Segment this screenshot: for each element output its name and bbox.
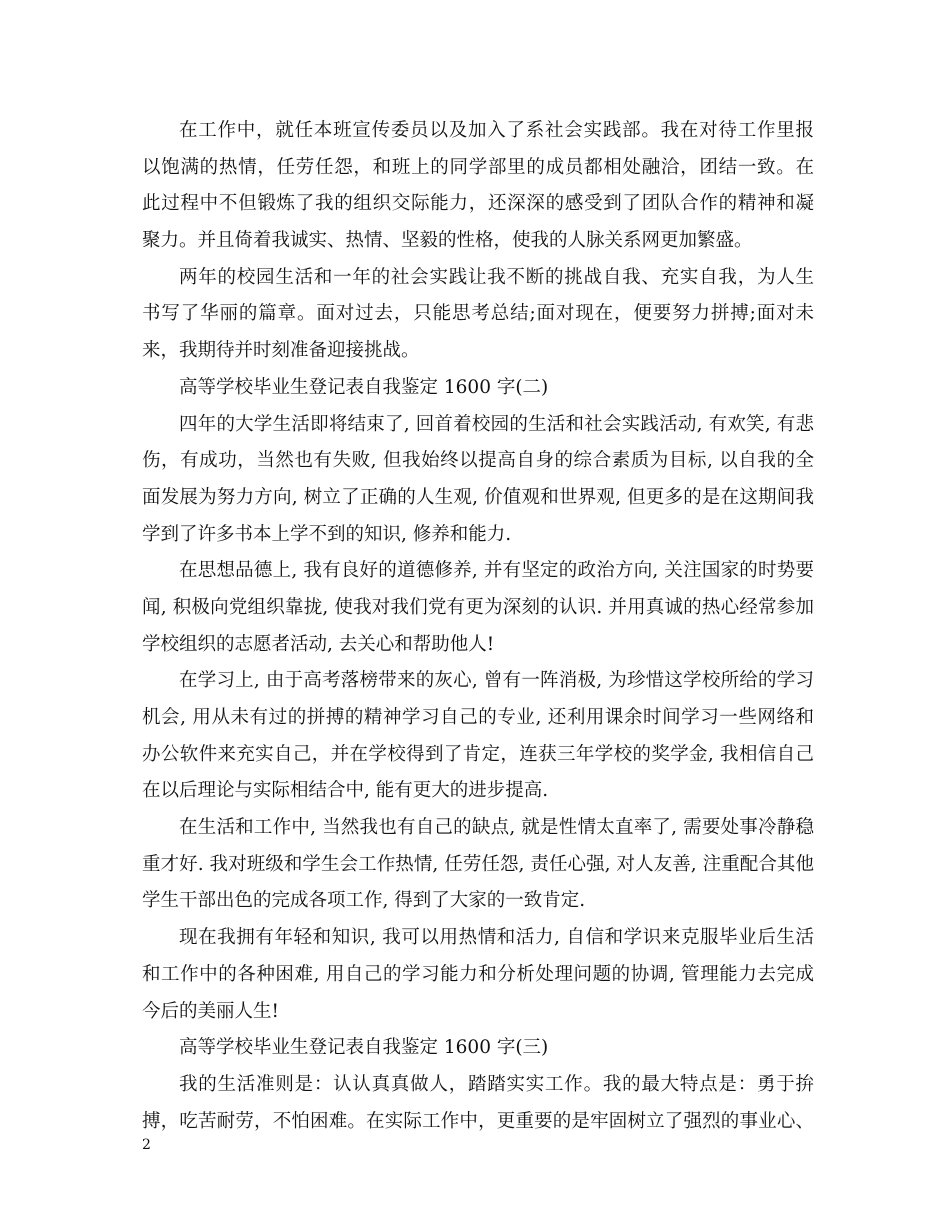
text-line: 书写了华丽的篇章。面对过去，只能思考总结;面对现在，便要努力拼搏;面对未 [142,303,814,325]
document-body [142,113,814,1140]
text-line: 此过程中不但锻炼了我的组织交际能力，还深深的感受到了团队合作的精神和凝 [142,193,814,215]
text-line: 在工作中，就任本班宣传委员以及加入了系社会实践部。我在对待工作里报 [179,120,814,141]
text-line: 搏，吃苦耐劳，不怕困难。在实际工作中，更重要的是牢固树立了强烈的事业心、 [142,1110,814,1132]
text-line: 学生干部出色的完成各项工作, 得到了大家的一致肯定. [142,890,586,912]
text-line: 今后的美丽人生! [142,1000,279,1022]
text-line: 来，我期待并时刻准备迎接挑战。 [142,340,420,362]
text-line: 和工作中的各种困难, 用自己的学习能力和分析处理问题的协调, 管理能力去完成 [142,963,814,985]
text-line: 现在我拥有年轻和知识, 我可以用热情和活力, 自信和学识来克服毕业后生活 [179,927,814,949]
text-line: 两年的校园生活和一年的社会实践让我不断的挑战自我、充实自我，为人生 [179,266,814,288]
text-line: 我的生活准则是：认认真真做人，踏踏实实工作。我的最大特点是：勇于拚 [179,1073,814,1095]
text-line: 以饱满的热情，任劳任怨，和班上的同学部里的成员都相处融洽，团结一致。在 [142,156,814,178]
page-number: 2 [142,1137,151,1153]
text-line: 在生活和工作中, 当然我也有自己的缺点, 就是性情太直率了, 需要处事冷静稳 [179,817,814,839]
text-line: 面发展为努力方向, 树立了正确的人生观, 价值观和世界观, 但更多的是在这期间我 [142,486,814,508]
text-line: 闻, 积极向党组织靠拢, 使我对我们党有更为深刻的认识. 并用真诚的热心经常参加 [142,596,814,618]
text-line: 在以后理论与实际相结合中, 能有更大的进步提高. [142,780,549,802]
text-line: 伤，有成功，当然也有失败, 但我始终以提高自身的综合素质为目标, 以自我的全 [142,450,814,472]
text-line: 学校组织的志愿者活动, 去关心和帮助他人! [142,633,495,655]
text-line: 在思想品德上, 我有良好的道德修养, 并有坚定的政治方向, 关注国家的时势要 [179,560,814,582]
text-line: 四年的大学生活即将结束了, 回首着校园的生活和社会实践活动, 有欢笑, 有悲 [179,413,814,435]
text-line: 办公软件来充实自己，并在学校得到了肯定，连获三年学校的奖学金, 我相信自己 [142,743,814,765]
text-line: 重才好. 我对班级和学生会工作热情, 任劳任怨, 责任心强, 对人友善, 注重配合其他 [142,853,814,875]
text-line: 学到了许多书本上学不到的知识, 修养和能力. [142,523,512,545]
text-line: 机会, 用从未有过的拼搏的精神学习自己的专业, 还利用课余时间学习一些网络和 [142,707,814,728]
text-line: 在学习上, 由于高考落榜带来的灰心, 曾有一阵消极, 为珍惜这学校所给的学习 [179,670,814,692]
text-line: 聚力。并且倚着我诚实、热情、坚毅的性格，使我的人脉关系网更加繁盛。 [142,230,753,252]
text-line: 高等学校毕业生登记表自我鉴定 1600 字(二) [179,376,549,398]
text-line: 高等学校毕业生登记表自我鉴定 1600 字(三) [179,1037,549,1059]
